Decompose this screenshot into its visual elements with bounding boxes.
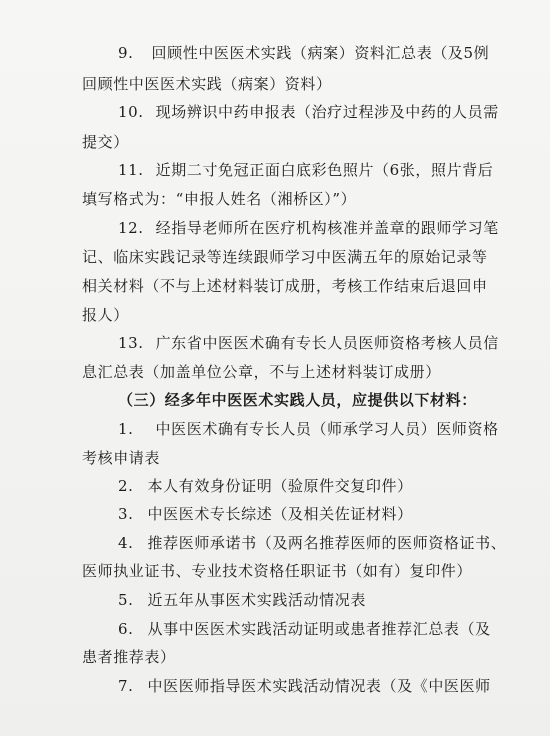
item-11-continuation: 填写格式为：“申报人姓名（湘桥区）”） <box>82 190 357 208</box>
s3-item-6-line-2 <box>82 648 176 666</box>
item-9-line-1 <box>118 44 489 62</box>
s3-item-4-continuation: 医师执业证书、专业技术资格任职证书（如有）复印件） <box>82 562 473 580</box>
item-12-number: 12. <box>118 219 144 237</box>
item-9-continuation: 回顾性中医医术实践（病案）资料） <box>82 75 332 93</box>
s3-item-1-text: 中医医术确有专长人员（师承学习人员）医师资格 <box>155 420 499 438</box>
item-9-line-2 <box>82 75 332 93</box>
s3-item-1-number: 1. <box>118 420 134 438</box>
item-13-line-1 <box>118 334 499 352</box>
s3-item-5-number: 5. <box>118 591 134 609</box>
s3-item-4-line-1 <box>118 534 506 552</box>
item-11-line-2 <box>82 190 356 208</box>
item-13-continuation: 息汇总表（加盖单位公章，不与上述材料装订成册） <box>82 363 441 381</box>
s3-item-4-text: 推荐医师承诺书（及两名推荐医师的医师资格证书、 <box>147 534 507 552</box>
s3-item-5-text: 近五年从事医术实践活动情况表 <box>147 591 366 609</box>
s3-item-5 <box>118 591 366 609</box>
item-12-line-1 <box>118 219 499 237</box>
s3-item-2-text: 本人有效身份证明（验原件交复印件） <box>147 477 413 495</box>
item-12-text: 经指导老师所在医疗机构核准并盖章的跟师学习笔 <box>155 219 499 237</box>
item-11-line-1 <box>118 161 493 179</box>
s3-item-4-line-2 <box>82 562 472 580</box>
item-10-continuation: 提交） <box>82 133 129 151</box>
item-12-line-2 <box>82 248 488 266</box>
s3-item-2-number: 2. <box>118 477 134 495</box>
item-13-number: 13. <box>118 334 144 352</box>
item-13-line-2 <box>82 363 441 381</box>
s3-item-3-text: 中医医术专长综述（及相关佐证材料） <box>147 505 413 523</box>
s3-item-7 <box>118 677 491 695</box>
item-11-number: 11. <box>118 161 144 179</box>
s3-item-3-number: 3. <box>118 505 134 523</box>
s3-item-6-line-1 <box>118 620 491 638</box>
item-10-number: 10. <box>118 103 144 121</box>
item-9-number: 9. <box>118 44 134 62</box>
s3-item-6-continuation: 患者推荐表） <box>82 648 176 666</box>
s3-item-7-text: 中医医师指导医术实践活动情况表（及《中医医师 <box>147 677 491 695</box>
s3-item-6-text: 从事中医医术实践活动证明或患者推荐汇总表（及 <box>147 620 491 638</box>
s3-item-1-line-2 <box>82 449 160 467</box>
s3-item-4-number: 4. <box>118 534 134 552</box>
s3-item-6-number: 6. <box>118 620 134 638</box>
item-12-continuation-3: 报人） <box>82 306 129 324</box>
item-12-line-3 <box>82 277 488 295</box>
item-9-text: 回顾性中医医术实践（病案）资料汇总表（及5例 <box>151 44 490 62</box>
section-3-heading <box>118 391 477 409</box>
s3-item-2 <box>118 477 413 495</box>
item-10-line-2 <box>82 133 129 151</box>
item-12-line-4 <box>82 306 129 324</box>
section-3-heading-text: （三）经多年中医医术实践人员，应提供以下材料： <box>118 391 477 409</box>
s3-item-3 <box>118 505 413 523</box>
s3-item-7-number: 7. <box>118 677 134 695</box>
item-12-continuation-1: 记、临床实践记录等连续跟师学习中医满五年的原始记录等 <box>82 248 488 266</box>
item-10-text: 现场辨识中药申报表（治疗过程涉及中药的人员需 <box>155 103 499 121</box>
s3-item-1-continuation: 考核申请表 <box>82 449 161 467</box>
item-11-text: 近期二寸免冠正面白底彩色照片（6张，照片背后 <box>155 161 494 179</box>
item-13-text: 广东省中医医术确有专长人员医师资格考核人员信 <box>155 334 499 352</box>
s3-item-1-line-1 <box>118 420 499 438</box>
item-10-line-1 <box>118 103 499 121</box>
item-12-continuation-2: 相关材料（不与上述材料装订成册，考核工作结束后退回申 <box>82 277 488 295</box>
